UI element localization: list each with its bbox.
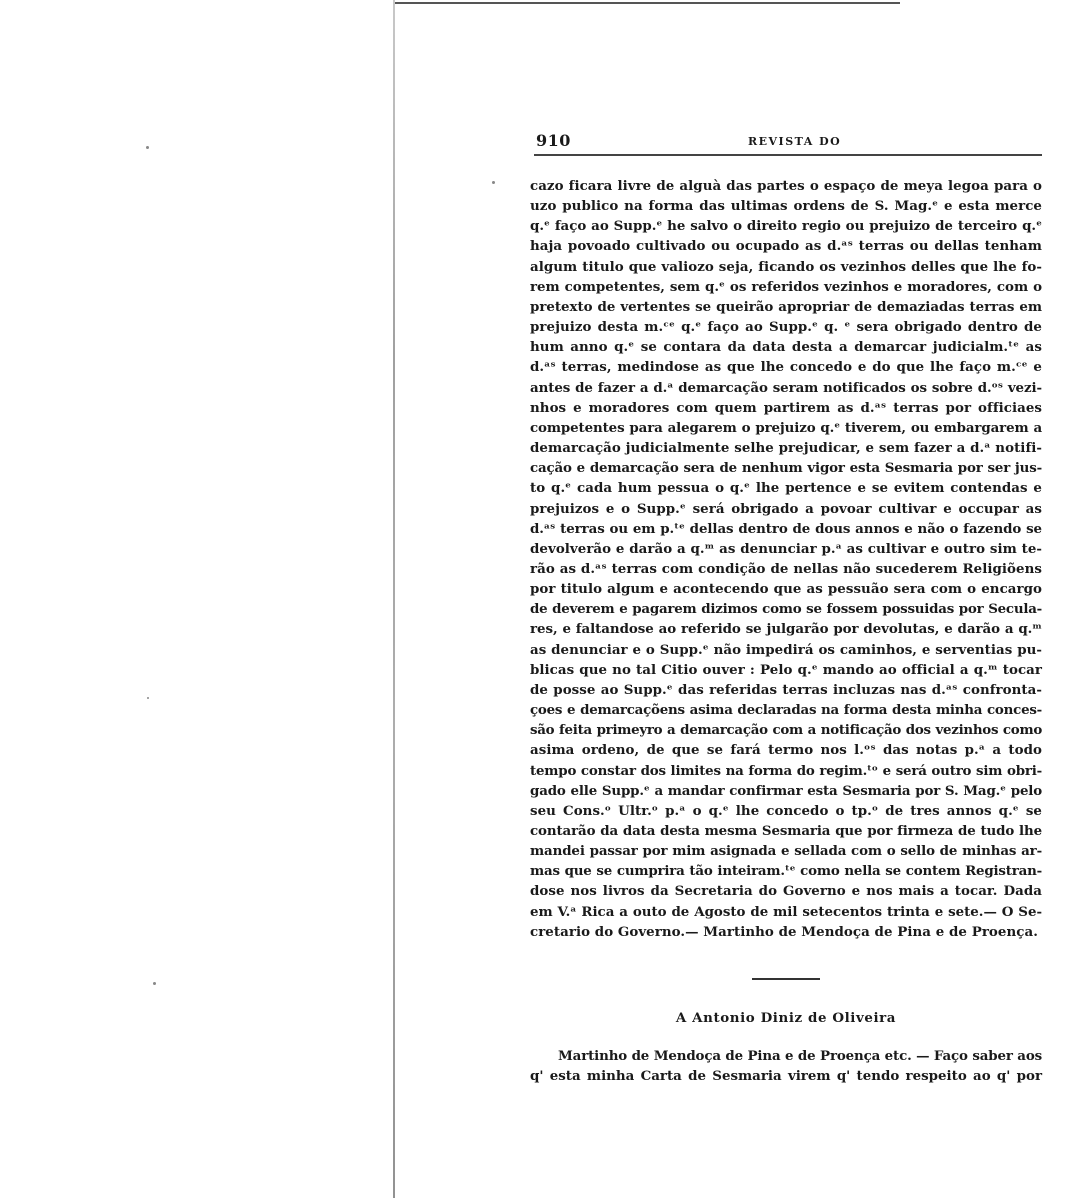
text-line: são feita primeyro a demarcação com a notificação dos vezinhos como [530,722,1042,739]
text-line: rão as d.ᵃˢ terras com condição de nellas não sucederem Religiõens [530,560,1042,577]
text-line: demarcação judicialmente selhe prejudicar, e sem fazer a d.ᵃ notifi- [530,440,1042,457]
header-rule [534,154,1042,156]
text-line: gado elle Supp.ᵉ a mandar confirmar esta Sesmaria por S. Mag.ᵉ pelo [530,782,1042,799]
text-line: blicas que no tal Citio ouver : Pelo q.ᵉ mando ao official a q.ᵐ tocar [530,661,1042,678]
scan-speck [492,181,495,184]
scan-gutter-line [393,0,395,1198]
text-line: em V.ᵃ Rica a outo de Agosto de mil setecentos trinta e sete.— O Se- [530,903,1042,920]
text-line: algum titulo que valiozo seja, ficando os vezinhos delles que lhe fo- [530,258,1042,275]
text-line: uzo publico na forma das ultimas ordens de S. Mag.ᵉ e esta merce [530,198,1042,215]
text-line: tempo constar dos limites na forma do regim.ᵗᵒ e será outro sim obri- [530,762,1042,779]
text-line: q.ᵉ faço ao Supp.ᵉ he salvo o direito regio ou prejuizo de terceiro q.ᵉ [530,218,1042,235]
text-line: cação e demarcação sera de nenhum vigor esta Sesmaria por ser jus- [530,460,1042,477]
text-line: prejuizos e o Supp.ᵉ será obrigado a povoar cultivar e occupar as [530,500,1042,517]
text-line: q' esta minha Carta de Sesmaria virem q' tendo respeito ao q' por [530,1068,1042,1085]
text-line: to q.ᵉ cada hum pessua o q.ᵉ lhe pertence e se evitem contendas e [530,480,1042,497]
text-line: pretexto de vertentes se queirão apropriar de demaziadas terras em [530,298,1042,315]
text-line: as denunciar e o Supp.ᵉ não impedirá os caminhos, e serventias pu- [530,641,1042,658]
text-line: hum anno q.ᵉ se contara da data desta a demarcar judicialm.ᵗᵉ as [530,339,1042,356]
text-line: de posse ao Supp.ᵉ das referidas terras incluzas nas d.ᵃˢ confronta- [530,681,1042,698]
scan-top-edge [395,2,900,4]
text-line-last: cretario do Governo.— Martinho de Mendoça de Pina e de Proença. [530,923,1038,940]
page-number: 910 [536,131,571,150]
scan-speck [146,146,149,149]
text-line: çoes e demarcaçõens asima declaradas na forma desta minha conces- [530,702,1042,719]
text-line: contarão da data desta mesma Sesmaria que por firmeza de tudo lhe [530,823,1042,839]
section-heading: A Antonio Diniz de Oliveira [675,1009,897,1026]
text-line: haja povoado cultivado ou ocupado as d.ᵃˢ terras ou dellas tenham [530,238,1042,255]
text-line: por titulo algum e acontecendo que as pessuão sera com o encargo [530,581,1042,598]
text-line: d.ᵃˢ terras ou em p.ᵗᵉ dellas dentro de dous annos e não o fazendo se [530,520,1042,537]
body-paragraph [530,176,1042,942]
text-line: nhos e moradores com quem partirem as d.ᵃˢ terras por officiaes [530,399,1042,416]
running-title: REVISTA DO [748,135,842,148]
text-line: Martinho de Mendoça de Pina e de Proença etc. — Faço saber aos [558,1047,1043,1064]
section-paragraph [530,1046,1042,1086]
text-line: asima ordeno, de que se fará termo nos l.ᵒˢ das notas p.ᵃ a todo [530,742,1042,759]
text-line: prejuizo desta m.ᶜᵉ q.ᵉ faço ao Supp.ᵉ q. ᵉ sera obrigado dentro de [530,319,1042,336]
section-divider [752,978,820,980]
text-line: cazo ficara livre de alguà das partes o espaço de meya legoa para o [530,178,1042,194]
scan-speck [153,982,156,985]
text-line: dose nos livros da Secretaria do Governo e nos mais a tocar. Dada [530,883,1042,900]
text-line: d.ᵃˢ terras, medindose as que lhe concedo e do que lhe faço m.ᶜᵉ e [530,359,1042,376]
text-line: seu Cons.ᵒ Ultr.ᵒ p.ᵃ o q.ᵉ lhe concedo o tp.ᵒ de tres annos q.ᵉ se [530,802,1042,819]
text-line: mandei passar por mim asignada e sellada com o sello de minhas ar- [530,843,1042,860]
text-line: antes de fazer a d.ᵃ demarcação seram notificados os sobre d.ᵒˢ vezi- [530,379,1042,396]
text-line: res, e faltandose ao referido se julgarão por devolutas, e darão a q.ᵐ [530,621,1042,638]
text-line: mas que se cumprira tão inteiram.ᵗᵉ como nella se contem Registran- [530,863,1042,880]
book-page [530,128,1042,1086]
text-line: devolverão e darão a q.ᵐ as denunciar p.ᵃ as cultivar e outro sim te- [530,540,1042,557]
scan-speck [147,697,149,699]
text-line: rem competentes, sem q.ᵉ os referidos vezinhos e moradores, com o [530,278,1042,295]
text-line: de deverem e pagarem dizimos como se fossem possuidas por Secula- [530,601,1042,618]
running-head [530,128,1042,150]
text-line: competentes para alegarem o prejuizo q.ᵉ tiverem, ou embargarem a [530,419,1042,436]
